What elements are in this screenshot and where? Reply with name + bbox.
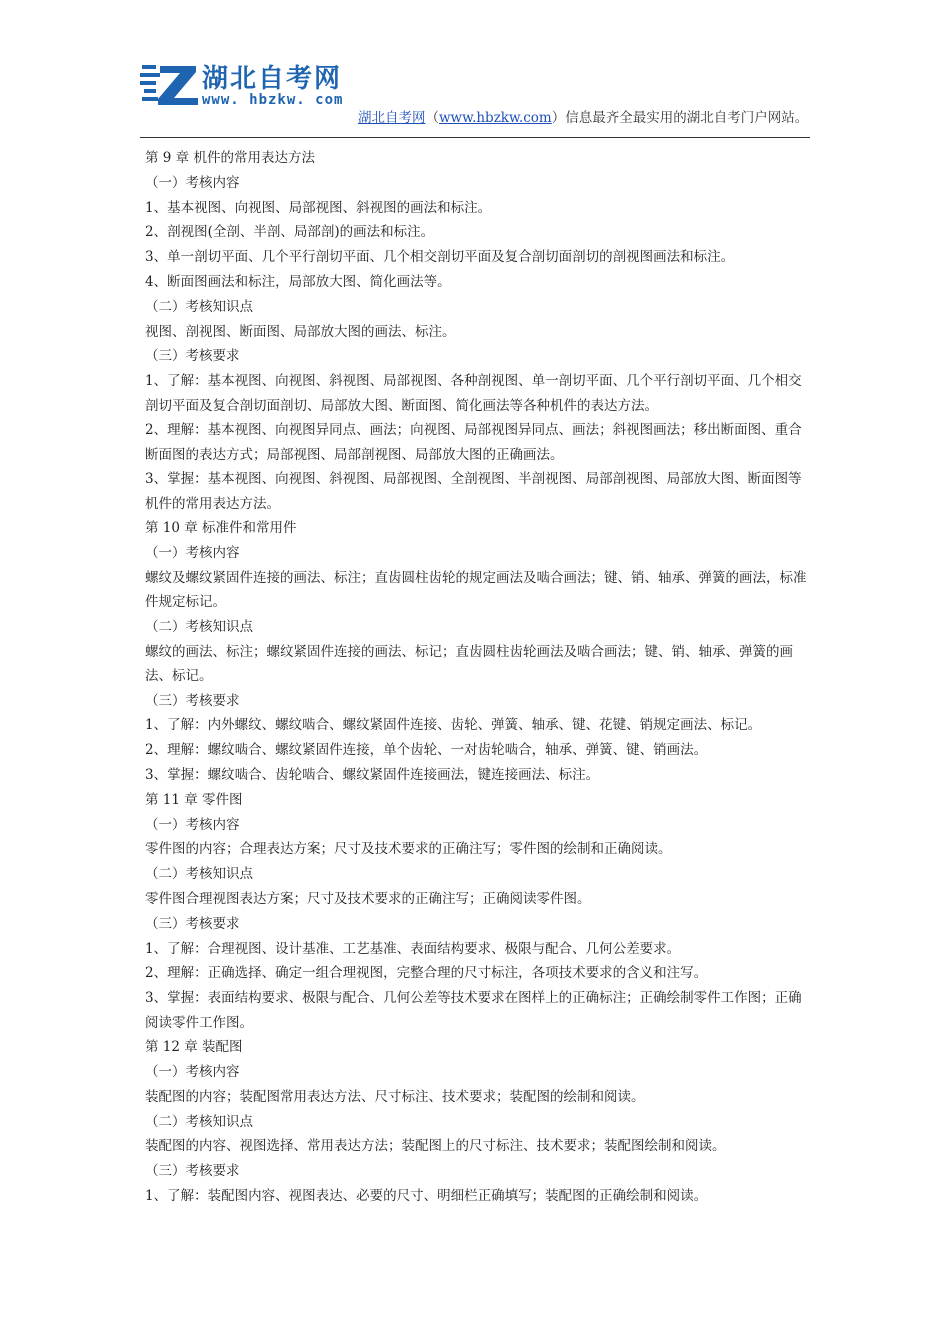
paragraph: 2、理解：基本视图、向视图异同点、画法；向视图、局部视图异同点、画法；斜视图画法；移出断面图、重合断面图的表达方式；局部视图、局部剖视图、局部放大图的正确画法。 bbox=[145, 422, 802, 463]
section-heading: （三）考核要求 bbox=[145, 348, 240, 365]
paragraph: 1、了解：合理视图、设计基准、工艺基准、表面结构要求、极限与配合、几何公差要求。 bbox=[145, 940, 681, 957]
paragraph: 3、掌握：表面结构要求、极限与配合、几何公差等技术要求在图样上的正确标注；正确绘制零件工作图；正确阅读零件工作图。 bbox=[145, 990, 802, 1031]
section-heading: （一）考核内容 bbox=[145, 174, 240, 191]
paragraph: 2、理解：螺纹啮合、螺纹紧固件连接，单个齿轮、一对齿轮啮合，轴承、弹簧、键、销画法。 bbox=[145, 742, 708, 759]
section-heading: （一）考核内容 bbox=[145, 1063, 240, 1080]
paragraph: 装配图的内容、视图选择、常用表达方法；装配图上的尺寸标注、技术要求；装配图绘制和阅读。 bbox=[145, 1138, 726, 1155]
header-divider bbox=[140, 137, 810, 138]
paragraph: 1、了解：装配图内容、视图表达、必要的尺寸、明细栏正确填写；装配图的正确绘制和阅读。 bbox=[145, 1187, 708, 1204]
chapter-title: 第 12 章 装配图 bbox=[145, 1039, 243, 1056]
z-logo-icon bbox=[140, 62, 202, 108]
paragraph: 2、理解：正确选择、确定一组合理视图，完整合理的尺寸标注，各项技术要求的含义和注写。 bbox=[145, 965, 708, 982]
section-heading: （二）考核知识点 bbox=[145, 866, 253, 883]
header-tagline bbox=[358, 106, 808, 126]
paragraph: 1、了解：基本视图、向视图、斜视图、局部视图、各种剖视图、单一剖切平面、几个平行剖切平面、几个相交剖切平面及复合剖切面剖切、局部放大图、断面图、简化画法等各种机件的表达方法。 bbox=[145, 373, 802, 414]
paragraph: 3、单一剖切平面、几个平行剖切平面、几个相交剖切平面及复合剖切面剖切的剖视图画法和标注。 bbox=[145, 249, 735, 266]
url-link[interactable]: www.hbzkw.com bbox=[439, 110, 552, 126]
section-heading: （一）考核内容 bbox=[145, 816, 240, 833]
section-heading: （一）考核内容 bbox=[145, 544, 240, 561]
tagline-text: ）信息最齐全最实用的湖北自考门户网站。 bbox=[551, 110, 809, 126]
section-heading: （二）考核知识点 bbox=[145, 298, 253, 315]
paragraph: 装配图的内容；装配图常用表达方法、尺寸标注、技术要求；装配图的绘制和阅读。 bbox=[145, 1088, 645, 1105]
section-heading: （三）考核要求 bbox=[145, 692, 240, 709]
site-logo[interactable] bbox=[140, 56, 370, 112]
logo-url: www. hbzkw. com bbox=[202, 92, 344, 108]
paragraph: 零件图合理视图表达方案；尺寸及技术要求的正确注写；正确阅读零件图。 bbox=[145, 890, 591, 907]
paragraph: 4、断面图画法和标注，局部放大图、简化画法等。 bbox=[145, 273, 451, 290]
paragraph: 螺纹的画法、标注；螺纹紧固件连接的画法、标记；直齿圆柱齿轮画法及啮合画法；键、销、轴承、弹簧的画法、标记。 bbox=[145, 643, 793, 685]
chapter-title: 第 9 章 机件的常用表达方法 bbox=[145, 150, 315, 166]
paragraph: 1、基本视图、向视图、局部视图、斜视图的画法和标注。 bbox=[145, 199, 492, 216]
open-paren: （ bbox=[425, 110, 439, 126]
section-heading: （二）考核知识点 bbox=[145, 618, 253, 635]
section-heading: （二）考核知识点 bbox=[145, 1113, 253, 1130]
chapter-title: 第 11 章 零件图 bbox=[145, 791, 243, 808]
section-heading: （三）考核要求 bbox=[145, 1163, 240, 1180]
chapter-title: 第 10 章 标准件和常用件 bbox=[145, 520, 297, 537]
page-header bbox=[140, 56, 810, 138]
paragraph: 螺纹及螺纹紧固件连接的画法、标注；直齿圆柱齿轮的规定画法及啮合画法；键、销、轴承、弹簧的画法，标准件规定标记。 bbox=[145, 569, 807, 611]
paragraph: 3、掌握：基本视图、向视图、斜视图、局部视图、全剖视图、半剖视图、局部剖视图、局部放大图、断面图等机件的常用表达方法。 bbox=[145, 471, 802, 512]
paragraph: 视图、剖视图、断面图、局部放大图的画法、标注。 bbox=[145, 323, 456, 340]
section-heading: （三）考核要求 bbox=[145, 915, 240, 932]
logo-title: 湖北自考网 bbox=[202, 64, 343, 94]
paragraph: 2、剖视图(全剖、半剖、局部剖)的画法和标注。 bbox=[145, 224, 435, 241]
paragraph: 1、了解：内外螺纹、螺纹啮合、螺纹紧固件连接、齿轮、弹簧、轴承、键、花键、销规定画法、标记。 bbox=[145, 717, 762, 734]
paragraph: 3、掌握：螺纹啮合、齿轮啮合、螺纹紧固件连接画法，键连接画法、标注。 bbox=[145, 766, 600, 783]
site-link[interactable]: 湖北自考网 bbox=[358, 110, 426, 126]
paragraph: 零件图的内容；合理表达方案；尺寸及技术要求的正确注写；零件图的绘制和正确阅读。 bbox=[145, 841, 672, 858]
document-body bbox=[145, 146, 813, 1209]
